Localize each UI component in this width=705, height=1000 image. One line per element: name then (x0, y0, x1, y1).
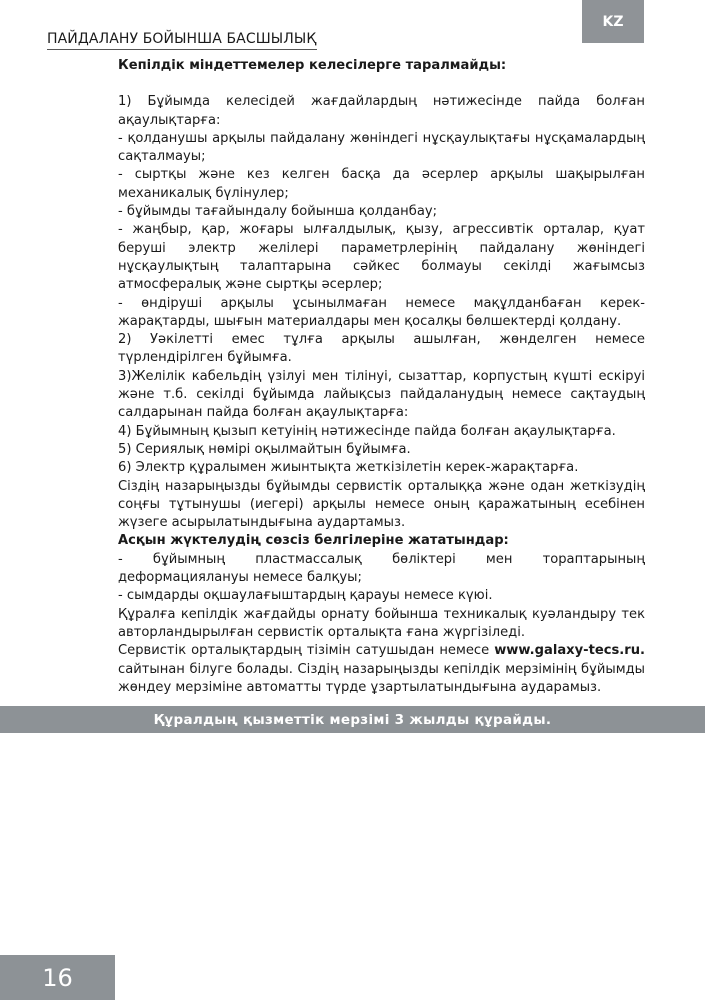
paragraph: 4) Бұйымның қызып кетуінің нәтижесінде пайда болған ақаулықтарға. (118, 423, 616, 439)
warranty-content (118, 57, 645, 697)
website-link[interactable]: www.galaxy-tecs.ru. (494, 643, 645, 659)
paragraph: - өндіруші арқылы ұсынылмаған немесе мақұлданбаған керек-жарақтарды, шығын материалдары мен қосалқы бөлшектерді қолдану. (118, 295, 645, 329)
paragraph: 1) Бұйымда келесідей жағдайлардың нәтижесінде пайда болған ақаулықтарға: (118, 94, 645, 128)
service-paragraph (118, 642, 645, 697)
paragraph: - сымдарды оқшаулағыштардың қарауы немесе күюі. (118, 588, 493, 604)
page-number: 16 (0, 955, 115, 1000)
header-underline (47, 49, 317, 50)
paragraph: Сіздің назарыңызды бұйымды сервистік орталыққа және одан жеткізудің соңғы тұтынушы (иегері) арқылы немесе оның қаражатының есебінен жүзеге асырылатындығына аудартамыз. (118, 478, 645, 531)
page-header: ПАЙДАЛАНУ БОЙЫНША БАСШЫЛЫҚ (47, 31, 317, 47)
paragraph: 3)Желілік кабельдің үзілуі мен тілінуі, сызаттар, корпустың күшті ескіруі және т.б. секілді бұйымда лайықсыз пайдаланудың немесе сақтаудың салдарынан пайда болған ақаулықтарға: (118, 368, 645, 421)
paragraph: 2) Уәкілетті емес тұлға арқылы ашылған, жөнделген немесе түрлендірілген бұйымға. (118, 332, 645, 366)
service-text-post: сайтынан білуге болады. Сіздің назарыңызды кепілдік мерзімінің бұйымды жөндеу мерзіміне автоматты түрде ұзартылатындығына аударамыз. (118, 661, 645, 695)
paragraph: - бұйымды тағайындалу бойынша қолданбау; (118, 204, 438, 220)
overload-heading: Асқын жүктелудің сөзсіз белгілеріне жататындар: (118, 533, 509, 549)
service-text-pre: Сервистік орталықтардың тізімін сатушыдан немесе (118, 643, 490, 659)
paragraph: - сыртқы және кез келген басқа да әсерлер арқылы шақырылған механикалық бүлінулер; (118, 167, 645, 201)
language-tab: KZ (582, 0, 644, 43)
paragraph: - бұйымның пластмассалық бөліктері мен тораптарының деформациялануы немесе балқуы; (118, 551, 645, 586)
paragraph: - жаңбыр, қар, жоғары ылғалдылық, қызу, агрессивтік орталар, қуат беруші электр желілері параметрлерінің пайдалану жөніндегі нұсқаулықтың талаптарына сәйкес болмауы секілді жағымсыз атмосфералық және сыртқы әсерлер; (118, 222, 645, 293)
paragraph: Құралға кепілдік жағдайды орнату бойынша техникалық куәландыру тек авторландырылған сервистік орталықта ғана жүргізіледі. (118, 606, 645, 640)
exclusions-heading: Кепілдік міндеттемелер келесілерге таралмайды: (118, 58, 507, 73)
service-life-banner: Құралдың қызметтік мерзімі 3 жылды құрайды. (0, 706, 705, 733)
paragraph: 6) Электр құралымен жиынтықта жеткізілетін керек-жарақтарға. (118, 460, 579, 476)
paragraph: 5) Сериялық нөмірі оқылмайтын бұйымға. (118, 441, 411, 457)
paragraph: - қолданушы арқылы пайдалану жөніндегі нұсқаулықтағы нұсқамалардың сақталмауы; (118, 130, 645, 165)
spacer (118, 75, 645, 93)
